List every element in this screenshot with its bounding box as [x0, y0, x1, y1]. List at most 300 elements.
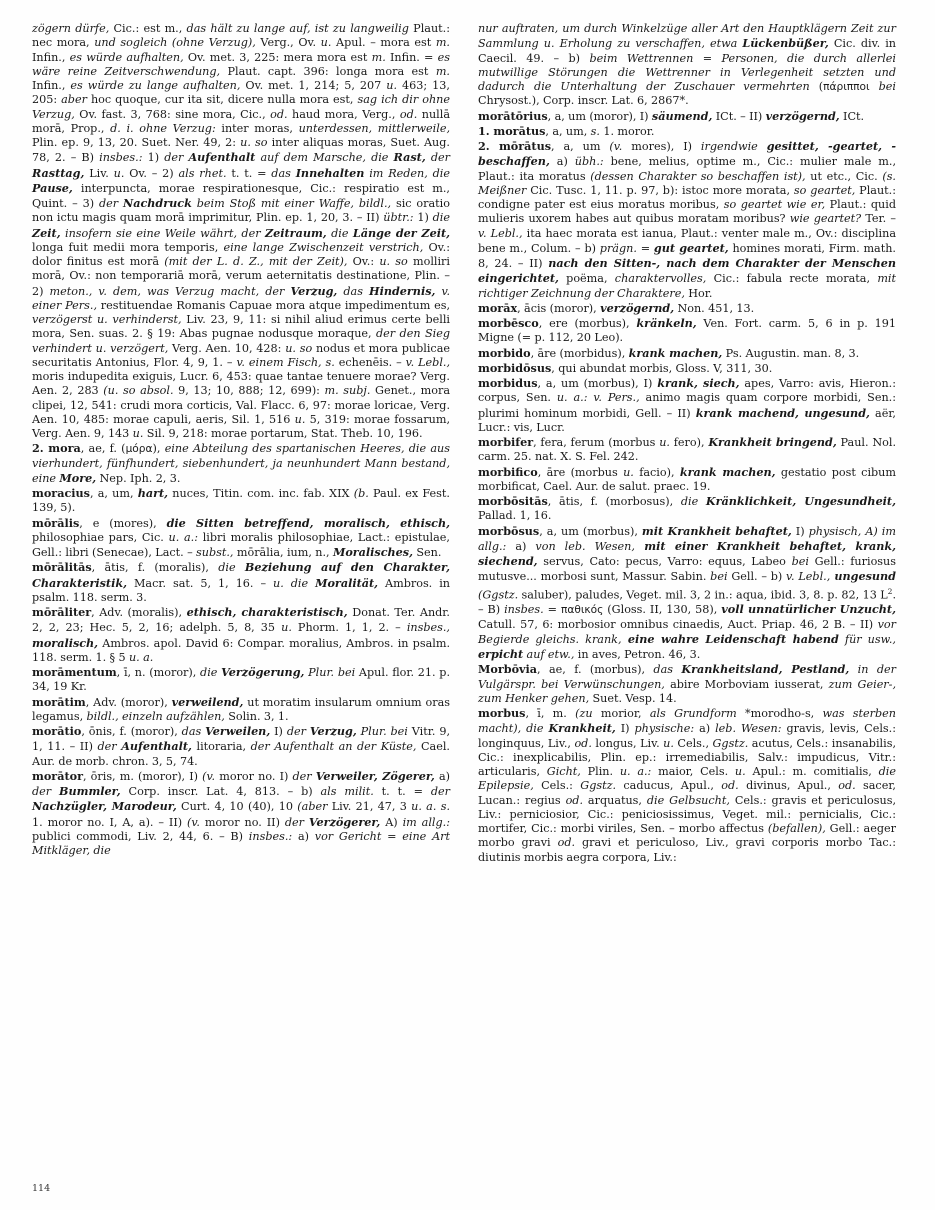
italic-note: insbes., [406, 621, 450, 635]
entry-headword: morbēsco [478, 316, 539, 330]
dictionary-entry [32, 724, 450, 769]
latin-text: = [543, 603, 561, 617]
latin-text: Ov. met. 3, 225: mera mora est [183, 50, 372, 64]
latin-text: morior, [592, 707, 650, 721]
latin-text: sic oratio non ictu magis quam morā imprimitur, Plin. ep. 1, 20, 3. – II) [32, 197, 450, 225]
latin-text: I) [615, 722, 635, 736]
italic-note: so geartet, [793, 183, 856, 197]
latin-text: echenēis. – [334, 355, 406, 369]
italic-note: unterdessen, mittlerweile, [298, 121, 451, 135]
italic-note: u. a.: [619, 765, 652, 779]
italic-note: zögern dürfe, [32, 22, 110, 35]
italic-note: als rhet. [178, 166, 227, 180]
italic-note: der [164, 151, 189, 165]
german-gloss: Aufenthalt [188, 150, 256, 165]
german-gloss: krank, siech, [657, 376, 740, 390]
german-gloss: moralisch, [32, 635, 99, 650]
italic-note: der [284, 815, 309, 829]
italic-note: nur auftraten, um durch Winkelzüge aller Art den Hauptklägern Zeit zur Sammlung u. Erholung zu verschaffen, etwa [478, 22, 896, 51]
italic-note: zum Geier-, zum Henker gehen, [478, 677, 896, 705]
latin-text: Non. 451, 13. [674, 301, 755, 315]
latin-text: Paul. Nol. carm. 25. nat. X. S. Fel. 242. [478, 436, 897, 464]
italic-note: es würde aufhalten, [69, 50, 184, 64]
latin-text: Ov.: [347, 255, 380, 268]
italic-note: auf etw., [523, 648, 575, 662]
latin-text: Genet., mora clipei, 12, 541: crudi mora corticis, Val. Flacc. 6, 97: morae loricae, Verg. Aen. 10, 485: morae capuli, aeris, Sil. 1, 516 [32, 384, 450, 426]
italic-note: u. [734, 765, 746, 779]
italic-note: (Ggstz. [478, 588, 519, 602]
latin-text: divinus, Apul., [738, 779, 839, 793]
latin-text: Vitr. 9, 1, 11. – II) [32, 725, 450, 754]
dictionary-entry [478, 524, 896, 663]
latin-text: inter moras, [215, 121, 299, 135]
latin-text: , ātis, f. (morbosus), [547, 495, 681, 508]
latin-text: Hor. [684, 286, 713, 300]
german-gloss: Moralisches, [332, 545, 413, 559]
dictionary-entry [478, 346, 896, 361]
latin-text: , Adv. (moror), [85, 695, 172, 709]
latin-text: Paul. ex Fest. 139, 5). [32, 487, 450, 515]
latin-text: , ōris, m. (moror), I) [82, 769, 203, 783]
italic-note: (aber [297, 800, 328, 814]
latin-text: Catull. 57, 6: morbosior omnibus cinaedis, Auct. Priap. 46, 2 B. – II) [478, 617, 878, 631]
latin-text: , ae, f. (morbus), [537, 663, 654, 677]
latin-text: ut etc., Cic. [805, 169, 883, 183]
entry-headword: morāmentum [32, 665, 117, 679]
italic-note: übh.: [574, 155, 604, 169]
italic-note: für usw., [838, 632, 896, 646]
italic-note: od. [838, 779, 856, 793]
latin-text: Sen. [412, 546, 442, 559]
latin-text: haud mora, Verg., [287, 107, 400, 121]
latin-text: ita haec morata est ianua, Plaut.: venter male m., Ov.: disciplina bene m., Colum. – b) [478, 226, 896, 255]
latin-text: sacer, Lucan.: regius [478, 779, 896, 807]
latin-text: Cael. Aur. de morb. chron. 3, 5, 74. [32, 740, 450, 768]
latin-text: Plaut.: nec mora, [32, 22, 450, 50]
italic-note: der [430, 785, 450, 798]
italic-note: im allg.: [402, 815, 450, 829]
latin-text: t. t. = [226, 166, 272, 180]
latin-text: A) [380, 815, 403, 829]
italic-note: der [98, 197, 123, 210]
entry-headword: morbōsus [478, 523, 540, 538]
latin-text: Ter. – [861, 212, 896, 226]
italic-note: u. a.: [168, 530, 198, 544]
latin-text: a) [434, 769, 450, 783]
latin-text: gestatio post cibum morbificat, Cael. Aur. de salut. praec. 19. [478, 465, 896, 493]
latin-text: Infin., [32, 79, 71, 92]
italic-note: aber [61, 93, 87, 107]
entry-headword: 2. mora [32, 441, 81, 456]
latin-text: Cels.: gravis et periculosus, Liv.: perniciosior, Cic.: peniciosissimus, Veget. mil.: pernicialis, Cic.: mortifer, Cic.: morbi viriles, Sen. – morbo affectus [478, 793, 897, 836]
latin-text: 1) [142, 151, 165, 165]
italic-note: u. a. s. [411, 800, 450, 814]
italic-note: vor Gericht = eine Art Mitkläger, die [32, 829, 450, 857]
italic-note: u. [294, 412, 306, 426]
italic-note: v. Lebl., [405, 355, 451, 369]
latin-text: , ae, f. ( [80, 442, 126, 456]
latin-text: nullā morā, Prop., [32, 107, 450, 135]
italic-note: (mit der L. d. Z., mit der Zeit), [164, 255, 348, 268]
german-gloss: säumend, [651, 108, 713, 123]
italic-note: leb. Wesen: [715, 722, 782, 736]
latin-text: longa fuit medii mora temporis, [32, 240, 224, 254]
latin-text: moror no. II) [199, 815, 285, 829]
latin-text: 2 [887, 586, 893, 596]
entry-headword: mōrāliter [32, 605, 92, 619]
entry-headword: morātim [32, 694, 86, 709]
dictionary-entry [478, 109, 896, 124]
latin-text: Pallad. 1, 16. [478, 509, 552, 523]
german-gloss: eine wahre Leidenschaft habend [621, 631, 839, 646]
german-gloss: voll unnatürlicher Unzucht, [721, 602, 896, 617]
entry-headword: morbōsitās [478, 494, 548, 508]
german-gloss: Beziehung auf den Charakter, Charakteristik, [32, 560, 450, 590]
latin-text: fero), [669, 436, 709, 449]
german-gloss: Verzögerer, [308, 814, 381, 829]
latin-text: Verg. Aen. 10, 428: [168, 341, 286, 355]
german-gloss: ethisch, charakteristisch, [186, 605, 348, 619]
italic-note: mit richtiger Zeichnung der Charaktere, [478, 272, 896, 300]
italic-note: der [292, 769, 316, 783]
german-gloss: Pause, [32, 180, 73, 195]
italic-note: u. [659, 436, 670, 449]
latin-text: Cic. Tusc. 1, 11. p. 97, b): istoc more morata, [526, 183, 794, 197]
entry-continuation [32, 22, 450, 441]
latin-text: ), [152, 442, 165, 456]
italic-note: od. [721, 779, 739, 793]
italic-note: der den Sieg verhindert u. verzögert, [32, 327, 450, 355]
italic-note: verzögerst u. verhinderst, [32, 313, 182, 326]
latin-text: , āre (morbidus), [530, 346, 629, 360]
latin-text: Ov. met. 1, 214; 5, 207 [240, 79, 387, 92]
german-gloss: Bummler, [59, 784, 121, 798]
german-gloss: verzögernd, [765, 108, 840, 123]
latin-text: nodus et mora publicae securitatis Antonius, Flor. 4, 9, 1. – [32, 341, 450, 369]
italic-note: es wäre reine Zeitverschwendung, [32, 50, 451, 78]
german-gloss: Rasttag, [32, 165, 85, 180]
latin-text: Cic.: est m., [109, 22, 187, 35]
latin-text: Chrysost.), Corp. inscr. Lat. 6, 2867*. [478, 94, 689, 108]
italic-note: u. so [285, 341, 313, 355]
italic-note: (u. so absol. [103, 384, 174, 398]
italic-note: v. einer Pers., [32, 284, 450, 312]
latin-text: Plin. [580, 765, 620, 779]
german-gloss: hart, [137, 486, 169, 500]
italic-note: sag ich dir ohne Verzug, [32, 93, 450, 121]
latin-text: servus, Cato: pecus, Varro: equus, Labeo [537, 555, 792, 568]
entry-headword: mōrālitās [32, 560, 92, 575]
latin-text: I) [791, 524, 809, 538]
italic-note: u. a.: v. Pers., [556, 391, 640, 405]
italic-note: u. [623, 465, 634, 479]
german-gloss: Aufenthalt, [121, 739, 192, 754]
dictionary-entry [478, 316, 896, 346]
italic-note: irgendwie [700, 140, 767, 153]
latin-text: Gell.: furiosus mutusve... morbosi sunt, Massur. Sabin. [478, 555, 896, 584]
italic-note: m. [435, 36, 450, 50]
italic-note: v. Lebl., [786, 570, 831, 584]
italic-note: (v. [202, 769, 216, 783]
latin-text: arquatus, [583, 793, 647, 807]
italic-note: od. [270, 107, 288, 121]
german-gloss: Hindernis, [369, 283, 436, 298]
latin-text: a) [549, 155, 575, 169]
latin-text: longus, Liv. [591, 736, 664, 750]
italic-note: beim Stoß mit einer Waffe, bildl., [191, 197, 392, 210]
dictionary-entry [478, 465, 896, 495]
latin-text: Apul.: m. comitialis, [745, 765, 879, 779]
german-gloss: mit Krankheit behaftet, [641, 523, 792, 538]
italic-note: insofern sie eine Weile währt, der [60, 226, 265, 240]
latin-text: , a, um (morbus), [539, 524, 642, 538]
latin-text: Nep. Iph. 2, 3. [96, 471, 181, 485]
latin-text: Ps. Augustin. man. 8, 3. [722, 346, 860, 360]
latin-text: . – B) [478, 588, 896, 617]
entry-headword: mōrālis [32, 515, 80, 530]
italic-note: das hält zu lange auf, ist zu langweilig [186, 22, 409, 35]
italic-note: der [32, 785, 60, 798]
latin-text: in aves, Petron. 46, 3. [574, 648, 701, 662]
italic-note: die [680, 495, 706, 508]
german-gloss: verweilend, [171, 694, 244, 709]
italic-note: (v. [187, 815, 200, 829]
dictionary-entry [32, 441, 450, 486]
latin-text: Liv. 21, 47, 3 [327, 800, 412, 814]
latin-text: saluber), paludes, Veget. mil. 3, 2 in.: aqua, ibid. 3, 8. p. 82, 13 L [518, 588, 888, 602]
latin-text: Ambros. in psalm. 118. serm. 3. [32, 576, 450, 604]
german-gloss: Rast, [393, 150, 426, 165]
latin-text: ut moratim insularum omnium oras legamus, [32, 695, 450, 723]
latin-text: *morodho-s, [736, 707, 823, 721]
entry-headword: morātōrius [478, 108, 548, 123]
entry-headword: morbus [478, 706, 526, 721]
entry-headword: moracius [32, 486, 90, 500]
italic-note: der [286, 725, 310, 738]
italic-note: Gicht, [546, 765, 581, 779]
latin-text: Curt. 4, 10 (40), 10 [176, 800, 298, 814]
entry-headword: morātor [32, 768, 83, 783]
left-text-column [32, 22, 450, 1157]
latin-text: , ī, n. (moror), [116, 666, 201, 679]
latin-text: , fera, ferum (morbus [533, 436, 660, 449]
latin-text: , e (mores), [79, 516, 167, 530]
latin-text: 463; 13, 205: [32, 79, 450, 107]
german-gloss: Zeit, [32, 225, 61, 240]
italic-note: Plur. bei [356, 725, 408, 738]
dictionary-entry [32, 486, 450, 516]
latin-text: , a, um (morbus), I) [537, 377, 658, 390]
latin-text: , Adv. (moralis), [91, 606, 187, 619]
latin-text: acutus, Cels.: insanabilis, Cic.: inexplicabilis, Plin. ep.: irremediabilis, Salv.: impudicus, Vitr.: articularis, [478, 736, 897, 779]
italic-note: eine lange Zwischenzeit verstrich, [223, 240, 424, 254]
entry-headword: 1. morātus [478, 123, 546, 138]
german-gloss: Verzug, [309, 724, 357, 738]
latin-text: 1. moror no. I, A, a). – II) [32, 815, 188, 829]
latin-text: ( [809, 80, 824, 93]
german-gloss: Verzögerung, [221, 665, 305, 679]
latin-text: gravi et periculoso, Liv., gravi corporis morbo Tac.: diutinis morbis aegra corpora, Liv.: [478, 836, 896, 864]
latin-text: Ven. Fort. carm. 5, 6 in p. 191 Migne (= p. 112, 20 Leo). [478, 317, 896, 345]
german-gloss: mit einer Krankheit behaftet, krank, siechend, [478, 538, 897, 568]
latin-text: Donat. Ter. Andr. 2, 2, 23; Hec. 5, 2, 16; adelph. 5, 8, 35 [32, 606, 450, 635]
italic-note: das [653, 663, 682, 677]
italic-note: von leb. Wesen, [535, 539, 635, 553]
latin-text: ICt. [839, 109, 865, 123]
italic-note: s. [590, 124, 600, 138]
latin-text: Cic. div. in Caecil. 49. – b) [478, 37, 896, 65]
italic-note: physische: [634, 722, 695, 736]
italic-note: in der Vulgärspr. bei Verwünschungen, [478, 663, 896, 691]
latin-text: nuces, Titin. com. inc. fab. XIX [168, 487, 354, 500]
italic-note: Plur. bei [304, 666, 356, 679]
latin-text: bene, melius, optime m., Cic.: mulier male m., Plaut.: ita moratus [478, 155, 896, 183]
italic-note: insbes.: [248, 829, 293, 843]
latin-text: Plaut.: condigne pater est eius moratus moribus, [478, 183, 896, 211]
latin-text: Apul. – mora est [331, 36, 436, 50]
italic-note: die Epilepsie, [478, 765, 896, 793]
italic-note: subst., [196, 546, 234, 559]
italic-note: die [200, 666, 222, 679]
latin-text: Ov. fast. 3, 768: sine mora, Cic., [74, 107, 271, 121]
dictionary-entry [32, 560, 450, 605]
italic-note: Ggstz. [580, 779, 617, 793]
latin-text: moris indupedita exiguis, Lucr. 6, 453: quae tantae tenuere morae? Verg. Aen. 2, 283 [32, 370, 450, 398]
latin-text: Gell.: aeger morbo gravi [478, 822, 896, 850]
latin-text: t. t. = [373, 785, 431, 798]
latin-text: poëma, [558, 272, 615, 286]
italic-note: (befallen), [767, 822, 826, 836]
latin-text: libri moralis philosophiae, Lact.: epistulae, Gell.: libri (Senecae), Lact. – [32, 530, 450, 559]
italic-note: (dessen Charakter so beschaffen ist), [590, 169, 806, 183]
italic-note: der Aufenthalt an der Küste, [250, 740, 417, 754]
latin-text: Gell. – b) [727, 570, 787, 584]
latin-text: Cels., [673, 736, 713, 750]
italic-note: u. [281, 621, 292, 635]
page-number: 114 [32, 1183, 51, 1194]
latin-text: Solin. 3, 1. [224, 709, 289, 723]
greek-text: πάριπποι [823, 81, 870, 93]
german-gloss: Krankheit, [548, 721, 616, 736]
italic-note: insbes.: [99, 151, 143, 165]
latin-text: 5, 319: morae fossarum, Verg. Aen. 9, 143 [32, 412, 450, 440]
latin-text: apes, Varro: avis, Hieron.: corpus, Sen. [478, 377, 896, 405]
latin-text: Plaut. capt. 396: longa mora est [220, 64, 436, 78]
latin-text: , a, um [551, 140, 610, 153]
italic-note: od. [565, 793, 584, 807]
german-gloss: Verweilen, [205, 724, 271, 738]
german-gloss: nach den Sitten-, nach dem Charakter der Menschen eingerichtet, [478, 256, 896, 286]
latin-text: Verg., Ov. [255, 36, 321, 50]
entry-headword: morbifer [478, 435, 534, 449]
latin-text: Plaut.: quid mulieris uxorem habes aut quibus moratam moribus? [478, 198, 897, 226]
dictionary-entry [478, 124, 896, 139]
german-gloss: More, [59, 470, 97, 485]
latin-text: 1) [413, 211, 433, 225]
latin-text: , a, um (moror), I) [547, 109, 652, 123]
latin-text: Infin. = [385, 50, 438, 64]
latin-text: , āre (morbus [537, 465, 624, 479]
latin-text: homines morati, Firm. math. 8, 24. – II) [478, 241, 896, 270]
italic-note: bei [791, 555, 809, 568]
latin-text: Cic.: fabula recte morata, [706, 272, 878, 286]
italic-note: und sogleich (ohne Verzug), [94, 36, 256, 50]
italic-note: die [218, 561, 245, 575]
german-gloss: Kränklichkeit, Ungesundheit, [705, 494, 896, 508]
italic-note: prägn. [599, 241, 637, 255]
latin-text: (Gloss. II, 130, 58), [603, 603, 722, 617]
italic-note: es würde zu lange aufhalten, [70, 79, 241, 92]
italic-note: physisch, A) im allg.: [478, 524, 896, 553]
italic-note: auf dem Marsche, die [255, 151, 394, 165]
italic-note: m. [435, 64, 450, 78]
latin-text: Ambros. apol. David 6: Compar. moralius, Ambros. in psalm. 118. serm. 1. § 5 [32, 636, 450, 664]
dictionary-entry [478, 376, 896, 435]
italic-note: die [432, 211, 450, 225]
italic-note: d. i. ohne Verzug: [110, 121, 216, 135]
latin-text: Sil. 9, 218: morae portarum, Stat. Theb. 10, 196. [143, 427, 423, 440]
italic-note: (s. Meißner [478, 169, 896, 197]
latin-text: , a, um, [545, 124, 591, 138]
german-gloss: Lückenbüßer, [742, 36, 829, 51]
dictionary-entry [32, 605, 450, 665]
italic-note: übtr.: [383, 211, 414, 225]
latin-text: philosophiae pars, Cic. [32, 530, 169, 544]
italic-note: u. die [273, 576, 316, 590]
german-gloss: die Sitten betreffend, moralisch, ethisch, [166, 515, 450, 530]
italic-note: das [181, 725, 206, 738]
latin-text: , ere (morbus), [538, 317, 637, 330]
italic-note: m. [371, 50, 386, 64]
latin-text: publici commodi, Liv. 2, 44, 6. – B) [32, 829, 249, 843]
german-gloss: krank machen, [628, 345, 723, 360]
dictionary-entry [32, 516, 450, 561]
latin-text: aër, Lucr.: vis, Lucr. [478, 406, 896, 434]
italic-note: eine Abteilung des spartanischen Heeres, die aus vierhundert, fünfhundert, siebenhundert, ja neunhundert Mann bestand, eine [32, 442, 451, 485]
entry-headword: morbidōsus [478, 360, 552, 375]
german-gloss: krank machend, ungesund, [695, 405, 870, 420]
italic-note: beim Wettrennen = Personen, die durch allerlei mutwillige Störungen die Wettrenner in Verlegenheit setzten und dadurch die Unterhaltung der Zuschauer vermehrten [478, 51, 897, 93]
dictionary-entry [478, 361, 896, 376]
latin-text: hoc quoque, cur ita sit, dicere nulla mora est, [86, 93, 358, 107]
latin-text: caducus, Apul., [616, 779, 722, 793]
italic-note: der [425, 151, 450, 165]
italic-note: was sterben macht), die [478, 707, 896, 736]
latin-text: Infin., [32, 50, 70, 64]
italic-note: die Gelbsucht, [646, 793, 730, 807]
entry-headword: morbido [478, 345, 531, 360]
entry-headword: morbidus [478, 376, 538, 390]
dictionary-entry [478, 301, 896, 316]
dictionary-entry [478, 494, 896, 524]
italic-note: v. Lebl., [478, 226, 523, 240]
right-text-column [478, 22, 896, 1157]
entry-headword: 2. mōrātus [478, 139, 551, 153]
italic-note: das [271, 166, 296, 180]
italic-note: die [326, 226, 353, 240]
latin-text: Ov.: dolor finitus est morā [32, 240, 450, 268]
latin-text: Liv. [84, 166, 114, 180]
greek-text: παθικός [560, 604, 604, 617]
german-gloss: Verweiler, Zögerer, [315, 768, 435, 783]
latin-text: maior, Cels. [651, 765, 735, 779]
latin-text: moror no. I) [215, 769, 293, 783]
latin-text: Corp. inscr. Lat. 4, 813. – b) [120, 785, 321, 798]
latin-text: a) [694, 722, 716, 736]
german-gloss: ungesund [830, 569, 896, 584]
latin-text: inter aliquas moras, Suet. Aug. 78, 2. – B) [32, 136, 450, 165]
dictionary-entry [478, 139, 896, 301]
